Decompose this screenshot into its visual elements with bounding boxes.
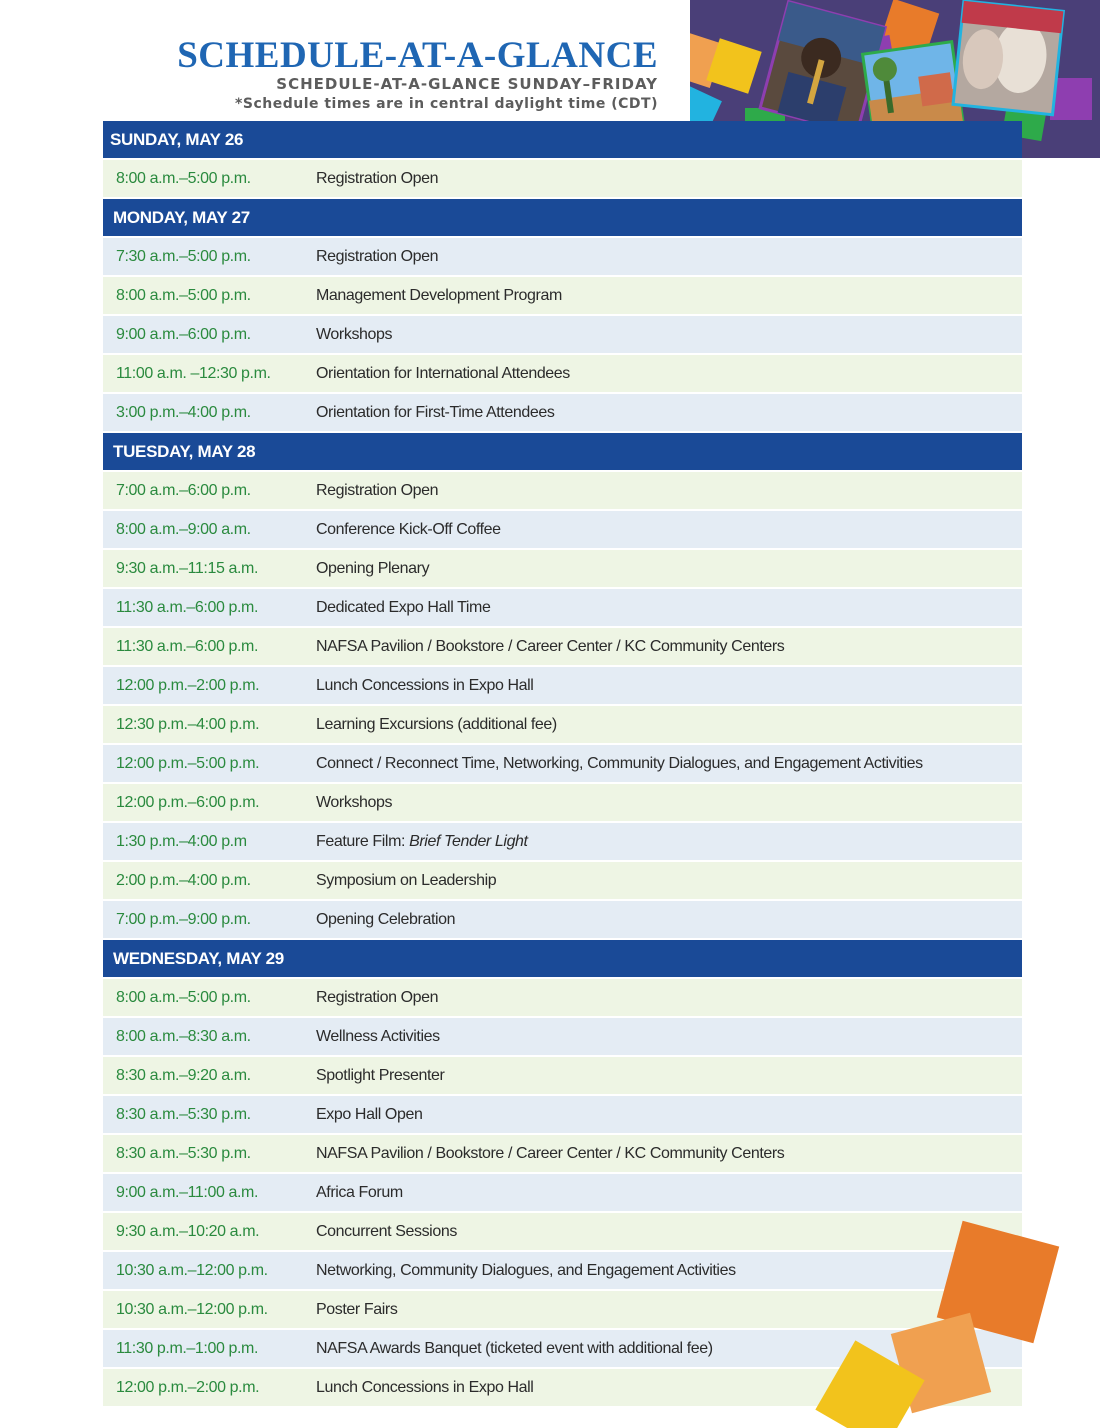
event-name-text: Symposium on Leadership: [316, 871, 497, 889]
event-name: [316, 1067, 444, 1085]
event-name-text: Conference Kick-Off Coffee: [316, 520, 501, 538]
event-time: 11:00 a.m. –12:30 p.m.: [116, 364, 271, 382]
event-time: 12:00 p.m.–2:00 p.m.: [116, 676, 260, 694]
schedule-row: [103, 1174, 1022, 1211]
event-time: 12:30 p.m.–4:00 p.m.: [116, 715, 260, 733]
schedule-row: [103, 472, 1022, 509]
event-name-italic: Brief Tender Light: [409, 832, 528, 850]
event-name: [316, 1262, 736, 1280]
schedule-row: [103, 1096, 1022, 1133]
event-name: [316, 1106, 422, 1124]
decorative-squares: [800, 1210, 1100, 1428]
day-header: SUNDAY, MAY 26: [103, 121, 1022, 158]
event-time: 3:00 p.m.–4:00 p.m.: [116, 403, 251, 421]
event-name: [316, 287, 562, 305]
schedule-row: [103, 628, 1022, 665]
schedule-row: [103, 160, 1022, 197]
event-name-text: Opening Celebration: [316, 910, 456, 928]
event-name-text: Opening Plenary: [316, 559, 430, 577]
event-name: [316, 1145, 784, 1163]
event-name-text: Registration Open: [316, 169, 439, 187]
event-time: 8:00 a.m.–5:00 p.m.: [116, 286, 251, 304]
event-name: [316, 755, 923, 773]
event-name: [316, 560, 429, 578]
event-name-text: Learning Excursions (additional fee): [316, 715, 557, 733]
event-name-text: Orientation for International Attendees: [316, 364, 570, 382]
event-name-text: Connect / Reconnect Time, Networking, Community Dialogues, and Engagement Activities: [316, 754, 923, 772]
event-time: 7:30 a.m.–5:00 p.m.: [116, 247, 251, 265]
schedule-row: [103, 316, 1022, 353]
event-time: 12:00 p.m.–2:00 p.m.: [116, 1378, 260, 1396]
schedule-row: [103, 511, 1022, 548]
event-name: [316, 521, 501, 539]
schedule-row: [103, 862, 1022, 899]
event-time: 1:30 p.m.–4:00 p.m: [116, 832, 247, 850]
event-name-text: Feature Film:: [316, 832, 410, 850]
event-time: 7:00 p.m.–9:00 p.m.: [116, 910, 251, 928]
schedule-row: [103, 1135, 1022, 1172]
event-name-text: Lunch Concessions in Expo Hall: [316, 676, 534, 694]
event-time: 8:00 a.m.–5:00 p.m.: [116, 988, 251, 1006]
event-name: [316, 638, 784, 656]
event-name: [316, 1340, 713, 1358]
event-name: [316, 989, 438, 1007]
page-subtitle: SCHEDULE-AT-A-GLANCE SUNDAY–FRIDAY: [276, 75, 658, 93]
event-name-text: Registration Open: [316, 988, 439, 1006]
schedule-row: [103, 394, 1022, 431]
event-name: [316, 1379, 533, 1397]
event-time: 8:00 a.m.–9:00 a.m.: [116, 520, 251, 538]
event-name: [316, 794, 392, 812]
event-time: 8:00 a.m.–8:30 a.m.: [116, 1027, 251, 1045]
event-name: [316, 248, 438, 266]
event-name-text: Expo Hall Open: [316, 1105, 423, 1123]
event-name-text: Workshops: [316, 325, 393, 343]
event-name: [316, 911, 455, 929]
schedule-row: [103, 823, 1022, 860]
event-name: [316, 170, 438, 188]
event-name-text: Poster Fairs: [316, 1300, 398, 1318]
event-time: 9:00 a.m.–6:00 p.m.: [116, 325, 251, 343]
schedule-row: [103, 277, 1022, 314]
event-time: 7:00 a.m.–6:00 p.m.: [116, 481, 251, 499]
event-name-text: NAFSA Pavilion / Bookstore / Career Center / KC Community Centers: [316, 1144, 785, 1162]
schedule-row: [103, 1057, 1022, 1094]
event-name-text: Africa Forum: [316, 1183, 403, 1201]
carnival-masks-photo: [953, 1, 1063, 115]
schedule-row: [103, 1018, 1022, 1055]
event-time: 2:00 p.m.–4:00 p.m.: [116, 871, 251, 889]
event-name: [316, 1028, 440, 1046]
event-time: 11:30 a.m.–6:00 p.m.: [116, 637, 259, 655]
event-name-text: Concurrent Sessions: [316, 1222, 457, 1240]
event-name: [316, 872, 496, 890]
event-name-text: NAFSA Awards Banquet (ticketed event with additional fee): [316, 1339, 713, 1357]
schedule-row: [103, 355, 1022, 392]
event-name-text: Wellness Activities: [316, 1027, 440, 1045]
event-name-text: Orientation for First-Time Attendees: [316, 403, 555, 421]
page-title: SCHEDULE-AT-A-GLANCE: [177, 35, 658, 76]
schedule-row: [103, 589, 1022, 626]
day-header: MONDAY, MAY 27: [103, 199, 1022, 236]
schedule-row: [103, 979, 1022, 1016]
event-name: [316, 833, 528, 851]
event-time: 10:30 a.m.–12:00 p.m.: [116, 1300, 268, 1318]
event-time: 12:00 p.m.–5:00 p.m.: [116, 754, 260, 772]
schedule-row: [103, 784, 1022, 821]
event-name-text: Lunch Concessions in Expo Hall: [316, 1378, 534, 1396]
event-time: 8:30 a.m.–5:30 p.m.: [116, 1144, 251, 1162]
event-name-text: Networking, Community Dialogues, and Engagement Activities: [316, 1261, 736, 1279]
day-header: WEDNESDAY, MAY 29: [103, 940, 1022, 977]
event-time: 8:00 a.m.–5:00 p.m.: [116, 169, 251, 187]
event-name: [316, 482, 438, 500]
event-name: [316, 326, 392, 344]
event-time: 9:00 a.m.–11:00 a.m.: [116, 1183, 259, 1201]
event-name: [316, 1223, 457, 1241]
event-name: [316, 1184, 403, 1202]
timezone-note: *Schedule times are in central daylight time (CDT): [235, 96, 658, 112]
schedule-row: [103, 901, 1022, 938]
schedule-row: [103, 706, 1022, 743]
event-name-text: Management Development Program: [316, 286, 562, 304]
event-name-text: Spotlight Presenter: [316, 1066, 445, 1084]
event-name: [316, 1301, 397, 1319]
event-time: 10:30 a.m.–12:00 p.m.: [116, 1261, 268, 1279]
schedule-row: [103, 550, 1022, 587]
schedule-row: [103, 667, 1022, 704]
day-header: TUESDAY, MAY 28: [103, 433, 1022, 470]
event-time: 11:30 a.m.–6:00 p.m.: [116, 598, 259, 616]
event-name: [316, 404, 554, 422]
schedule-row: [103, 745, 1022, 782]
event-name-text: Registration Open: [316, 481, 439, 499]
event-name-text: Workshops: [316, 793, 393, 811]
event-time: 11:30 p.m.–1:00 p.m.: [116, 1339, 259, 1357]
event-time: 9:30 a.m.–11:15 a.m.: [116, 559, 259, 577]
event-name: [316, 365, 570, 383]
event-time: 8:30 a.m.–9:20 a.m.: [116, 1066, 251, 1084]
event-name-text: Dedicated Expo Hall Time: [316, 598, 491, 616]
event-name-text: Registration Open: [316, 247, 439, 265]
event-name: [316, 677, 533, 695]
schedule-row: [103, 238, 1022, 275]
event-name: [316, 599, 491, 617]
event-time: 8:30 a.m.–5:30 p.m.: [116, 1105, 251, 1123]
event-name: [316, 716, 557, 734]
event-name-text: NAFSA Pavilion / Bookstore / Career Center / KC Community Centers: [316, 637, 785, 655]
event-time: 12:00 p.m.–6:00 p.m.: [116, 793, 260, 811]
event-time: 9:30 a.m.–10:20 a.m.: [116, 1222, 260, 1240]
